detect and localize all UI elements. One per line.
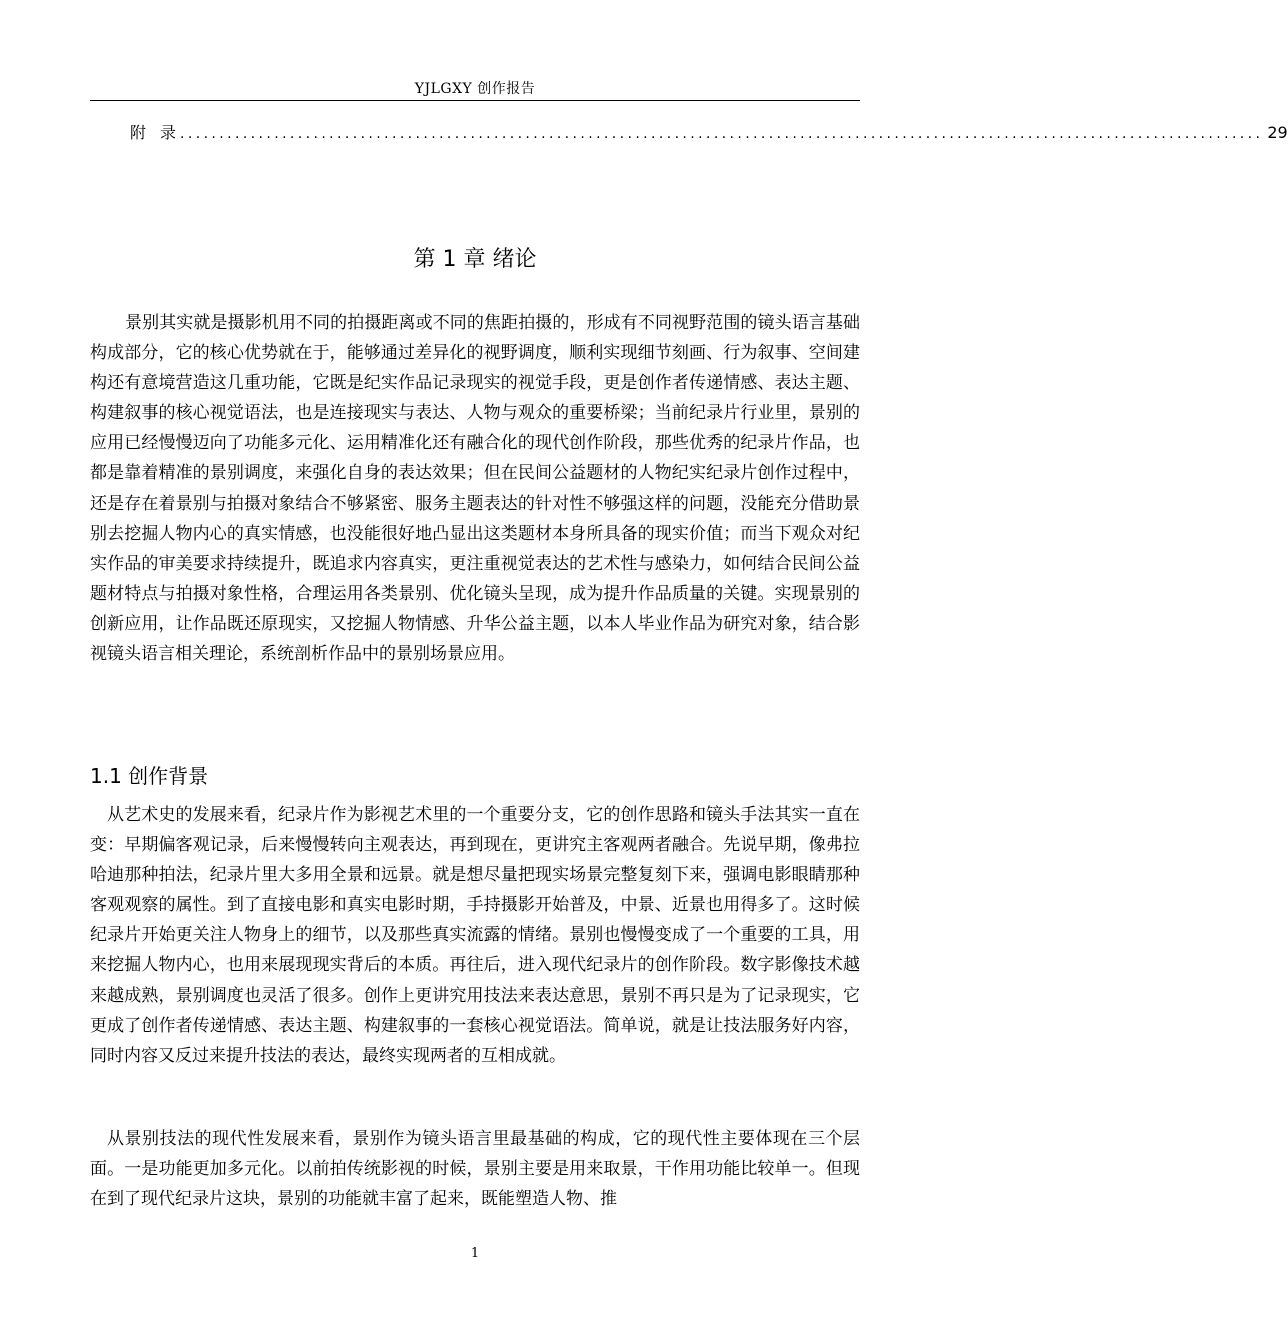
intro-paragraph: 景别其实就是摄影机用不同的拍摄距离或不同的焦距拍摄的，形成有不同视野范围的镜头语言基础构成部分，它的核心优势就在于，能够通过差异化的视野调度，顺利实现细节刻画、行为叙事、空间建构还有意境营造这几重功能，它既是纪实作品记录现实的视觉手段，更是创作者传递情感、表达主题、构建叙事的核心视觉语法，也是连接现实与表达、人物与观众的重要桥梁；当前纪录片行业里，景别的应用已经慢慢迈向了功能多元化、运用精准化还有融合化的现代创作阶段，那些优秀的纪录片作品，也都是靠着精准的景别调度，来强化自身的表达效果；但在民间公益题材的人物纪实纪录片创作过程中，还是存在着景别与拍摄对象结合不够紧密、服务主题表达的针对性不够强这样的问题，没能充分借助景别去挖掘人物内心的真实情感，也没能很好地凸显出这类题材本身所具备的现实价值；而当下观众对纪实作品的审美要求持续提升，既追求内容真实，更注重视觉表达的艺术性与感染力，如何结合民间公益题材特点与拍摄对象性格，合理运用各类景别、优化镜头呈现，成为提升作品质量的关键。实现景别的创新应用，让作品既还原现实，又挖掘人物情感、升华公益主题，以本人毕业作品为研究对象，结合影视镜头语言相关理论，系统剖析作品中的景别场景应用。 (90, 313, 860, 665)
toc-entry-label: 附录 (130, 123, 191, 142)
running-header: YJLGXY 创作报告 (414, 81, 536, 97)
toc-entry-appendix[interactable] (130, 120, 1288, 142)
chapter-title: 第 1 章 绪论 (413, 247, 537, 272)
toc-entry-page: 29 (1267, 123, 1288, 142)
toc-leader-dots: .......................................................................................................................................... (180, 126, 1264, 142)
page-number: 1 (470, 1246, 480, 1261)
background-paragraph-1: 从艺术史的发展来看，纪录片作为影视艺术里的一个重要分支，它的创作思路和镜头手法其实一直在变：早期偏客观记录，后来慢慢转向主观表达，再到现在，更讲究主客观两者融合。先说早期，像弗拉哈迪那种拍法，纪录片里大多用全景和远景。就是想尽量把现实场景完整复刻下来，强调电影眼睛那种客观观察的属性。到了直接电影和真实电影时期，手持摄影开始普及，中景、近景也用得多了。这时候纪录片开始更关注人物身上的细节，以及那些真实流露的情绪。景别也慢慢变成了一个重要的工具，用来挖掘人物内心，也用来展现现实背后的本质。再往后，进入现代纪录片的创作阶段。数字影像技术越来越成熟，景别调度也灵活了很多。创作上更讲究用技法来表达意思，景别不再只是为了记录现实，它更成了创作者传递情感、表达主题、构建叙事的一套核心视觉语法。简单说，就是让技法服务好内容，同时内容又反过来提升技法的表达，最终实现两者的互相成就。 (90, 805, 860, 1066)
header-divider (90, 100, 860, 101)
background-paragraph-2: 从景别技法的现代性发展来看，景别作为镜头语言里最基础的构成，它的现代性主要体现在三个层面。一是功能更加多元化。以前拍传统影视的时候，景别主要是用来取景，干作用功能比较单一。但现在到了现代纪录片这块，景别的功能就丰富了起来，既能塑造人物、推 (90, 1129, 860, 1210)
section-heading: 1.1 创作背景 (90, 764, 209, 788)
